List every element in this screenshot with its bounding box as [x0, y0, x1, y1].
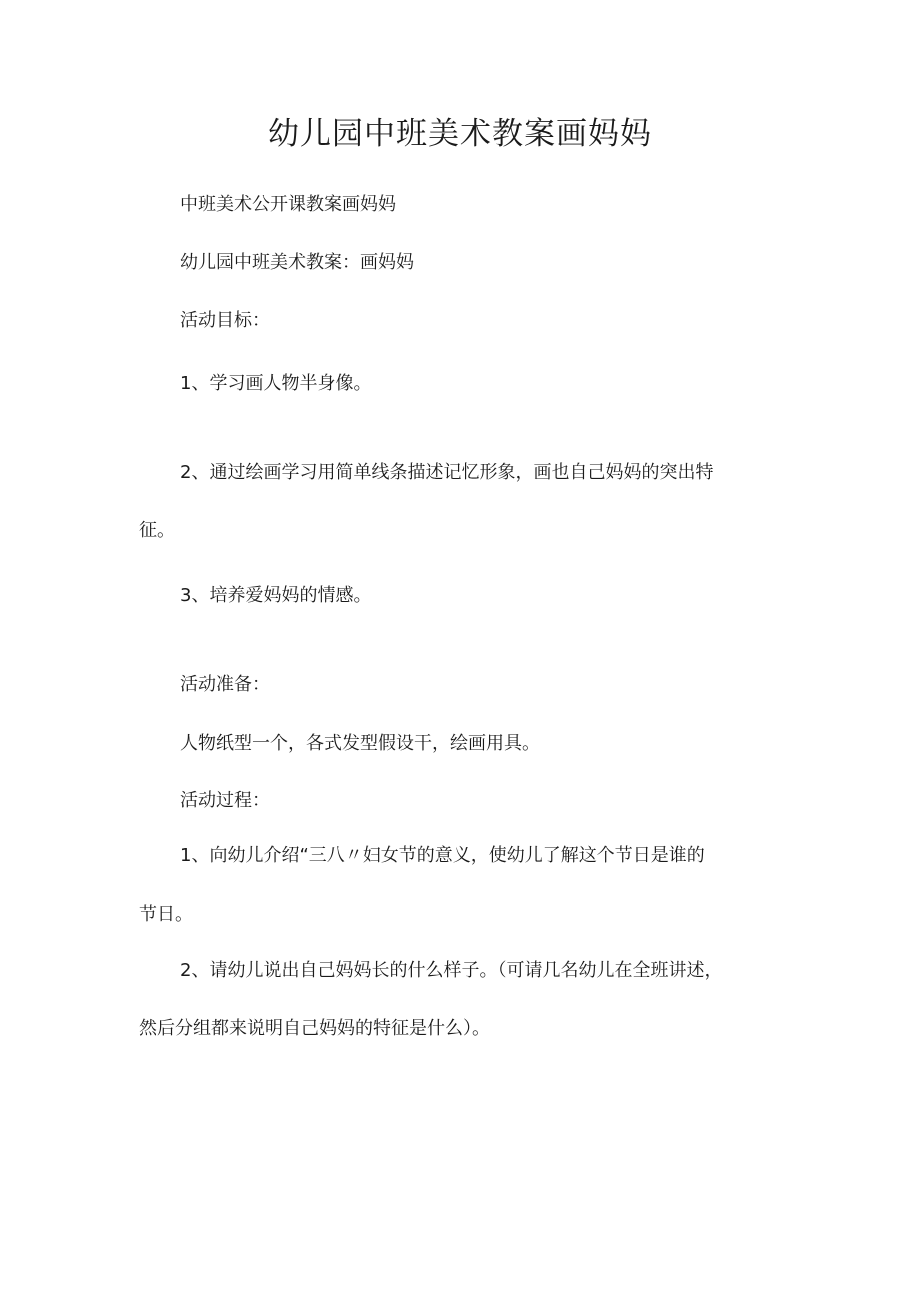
goal-item-3: 3、培养爱妈妈的情感。 — [180, 585, 372, 606]
process-item-2-continued: 然后分组都来说明自己妈妈的特征是什么）。 — [139, 1018, 490, 1039]
document-title: 幼儿园中班美术教案画妈妈 — [268, 116, 652, 152]
process-item-2: 2、请幼儿说出自己妈妈长的什么样子。（可请几名幼儿在全班讲述， — [180, 960, 723, 981]
preparation-text: 人物纸型一个，各式发型假设干，绘画用具。 — [180, 733, 540, 754]
process-item-1: 1、向幼儿介绍“三八〃妇女节的意义，使幼儿了解这个节日是谁的 — [180, 845, 705, 866]
subtitle-line: 中班美术公开课教案画妈妈 — [180, 194, 396, 215]
goal-item-2-continued: 征。 — [139, 520, 175, 541]
goal-item-2: 2、通过绘画学习用简单线条描述记忆形象，画也自己妈妈的突出特 — [180, 462, 714, 483]
section-heading-preparation: 活动准备： — [180, 674, 270, 695]
section-heading-goals: 活动目标： — [180, 310, 270, 331]
section-heading-process: 活动过程： — [180, 790, 270, 811]
process-item-1-continued: 节日。 — [139, 904, 193, 925]
goal-item-1: 1、学习画人物半身像。 — [180, 373, 372, 394]
lesson-heading: 幼儿园中班美术教案：画妈妈 — [180, 252, 414, 273]
